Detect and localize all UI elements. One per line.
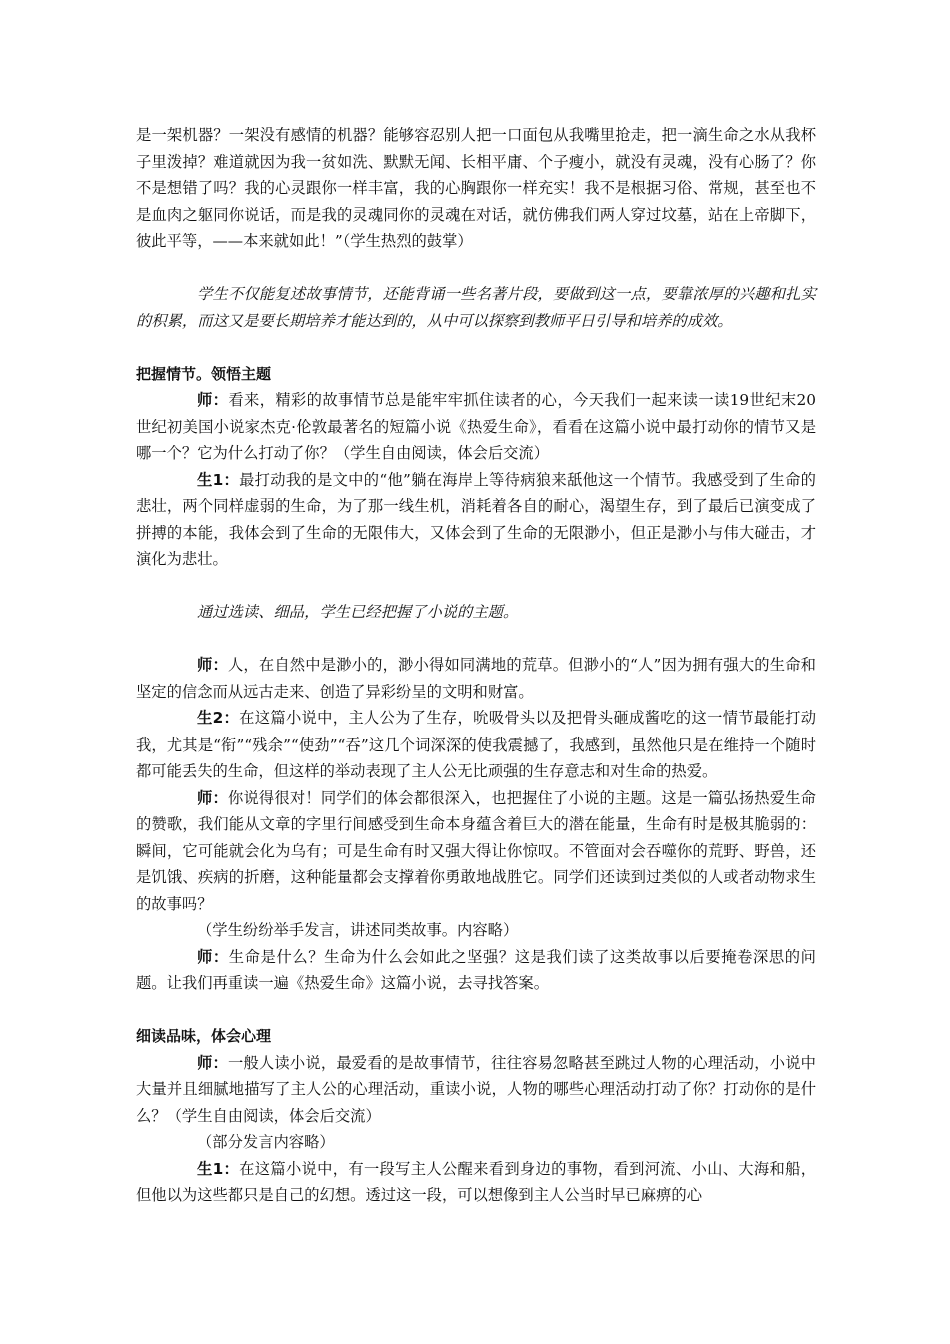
body-paragraph: 是一架机器？一架没有感情的机器？能够容忍别人把一口面包从我嘴里抢走，把一滴生命之水从我杯子里泼掉？难道就因为我一贫如洗、默默无闻、长相平庸、个子瘦小，就没有灵魂，没有心肠了？你不是想错了吗？我的心灵跟你一样丰富，我的心胸跟你一样充实！我不是根据习俗、常规，甚至也不是血肉之躯同你说话，而是我的灵魂同你的灵魂在对话，就仿佛我们两人穿过坟墓，站在上帝脚下，彼此平等，——本来就如此！”（学生热烈的鼓掌） — [136, 126, 816, 250]
dialogue-text: 一般人读小说，最爱看的是故事情节，往往容易忽略甚至跳过人物的心理活动，小说中大量并且细腻地描写了主人公的心理活动，重读小说，人物的哪些心理活动打动了你？打动你的是什么？（学生自由阅读，体会后交流） — [136, 1053, 816, 1125]
paragraph-gap — [136, 626, 816, 653]
dialogue-paragraph — [136, 387, 816, 467]
commentary-paragraph: 学生不仅能复述故事情节，还能背诵一些名著片段，要做到这一点，要靠浓厚的兴趣和扎实的积累，而这又是要长期培养才能达到的，从中可以探察到教师平日引导和培养的成效。 — [136, 285, 816, 330]
paragraph-gap — [136, 573, 816, 600]
section-heading: 细读品味，体会心理 — [136, 1027, 272, 1045]
stage-note: （部分发言内容略） — [197, 1133, 335, 1151]
speaker-label: 师： — [197, 656, 228, 674]
dialogue-paragraph — [136, 652, 816, 705]
paragraph-gap — [136, 334, 816, 361]
speaker-label: 师： — [197, 391, 229, 409]
dialogue-paragraph — [136, 705, 816, 785]
speaker-label: 生2： — [197, 709, 240, 727]
speaker-label: 生1： — [197, 470, 240, 489]
paragraph-gap — [136, 997, 816, 1024]
dialogue-paragraph — [136, 785, 816, 918]
dialogue-paragraph — [136, 1156, 816, 1209]
dialogue-paragraph — [136, 1050, 816, 1130]
speaker-label: 师： — [197, 947, 229, 966]
speaker-label: 师： — [197, 1053, 228, 1072]
dialogue-text: 最打动我的是文中的“他”躺在海岸上等待病狼来舐他这一个情节。我感受到了生命的悲壮，两个同样虚弱的生命，为了那一线生机，消耗着各自的耐心，渴望生存，到了最后已演变成了拼搏的本能，我体会到了生命的无限伟大，又体会到了生命的无限渺小，但正是渺小与伟大碰击，才演化为悲壮。 — [136, 470, 816, 568]
speaker-label: 生1： — [197, 1159, 240, 1178]
dialogue-text: 人，在自然中是渺小的，渺小得如同满地的荒草。但渺小的“人”因为拥有强大的生命和坚定的信念而从远古走来、创造了异彩纷呈的文明和财富。 — [136, 656, 816, 701]
dialogue-text: 生命是什么？生命为什么会如此之坚强？这是我们读了这类故事以后要掩卷深思的问题。让我们再重读一遍《热爱生命》这篇小说，去寻找答案。 — [136, 947, 816, 992]
dialogue-text: 你说得很对！同学们的体会都很深入，也把握住了小说的主题。这是一篇弘扬热爱生命的赞歌，我们能从文章的字里行间感受到生命本身蕴含着巨大的潜在能量，生命有时是极其脆弱的：瞬间，它可能就会化为乌有；可是生命有时又强大得让你惊叹。不管面对会吞噬你的荒野、野兽，还是饥饿、疾病的折磨，这种能量都会支撑着你勇敢地战胜它。同学们还读到过类似的人或者动物求生的故事吗？ — [136, 788, 816, 913]
dialogue-paragraph — [136, 944, 816, 997]
section-heading: 把握情节。领悟主题 — [136, 364, 272, 383]
dialogue-text: 在这篇小说中，有一段写主人公醒来看到身边的事物，看到河流、小山、大海和船，但他以为这些都只是自己的幻想。透过这一段，可以想像到主人公当时早已麻痹的心 — [136, 1159, 816, 1204]
commentary-paragraph: 通过选读、细品，学生已经把握了小说的主题。 — [197, 603, 519, 621]
dialogue-text: 在这篇小说中，主人公为了生存，吮吸骨头以及把骨头砸成酱吃的这一情节最能打动我，尤其是“衔”“残余”“使劲”“吞”这几个词深深的使我震撼了，我感到，虽然他只是在维持一个随时都可能丢失的生命，但这样的举动表现了主人公无比顽强的生存意志和对生命的热爱。 — [136, 709, 816, 780]
speaker-label: 师： — [197, 788, 228, 807]
dialogue-text: 看来，精彩的故事情节总是能牢牢抓住读者的心，今天我们一起来读一读19世纪末20世纪初美国小说家杰克·伦敦最著名的短篇小说《热爱生命》，看看在这篇小说中最打动你的情节又是哪一个？它为什么打动了你？（学生自由阅读，体会后交流） — [136, 391, 816, 462]
paragraph-gap — [136, 255, 816, 282]
document-page — [136, 122, 816, 1209]
stage-note: （学生纷纷举手发言，讲述同类故事。内容略） — [197, 921, 519, 939]
dialogue-paragraph — [136, 467, 816, 573]
